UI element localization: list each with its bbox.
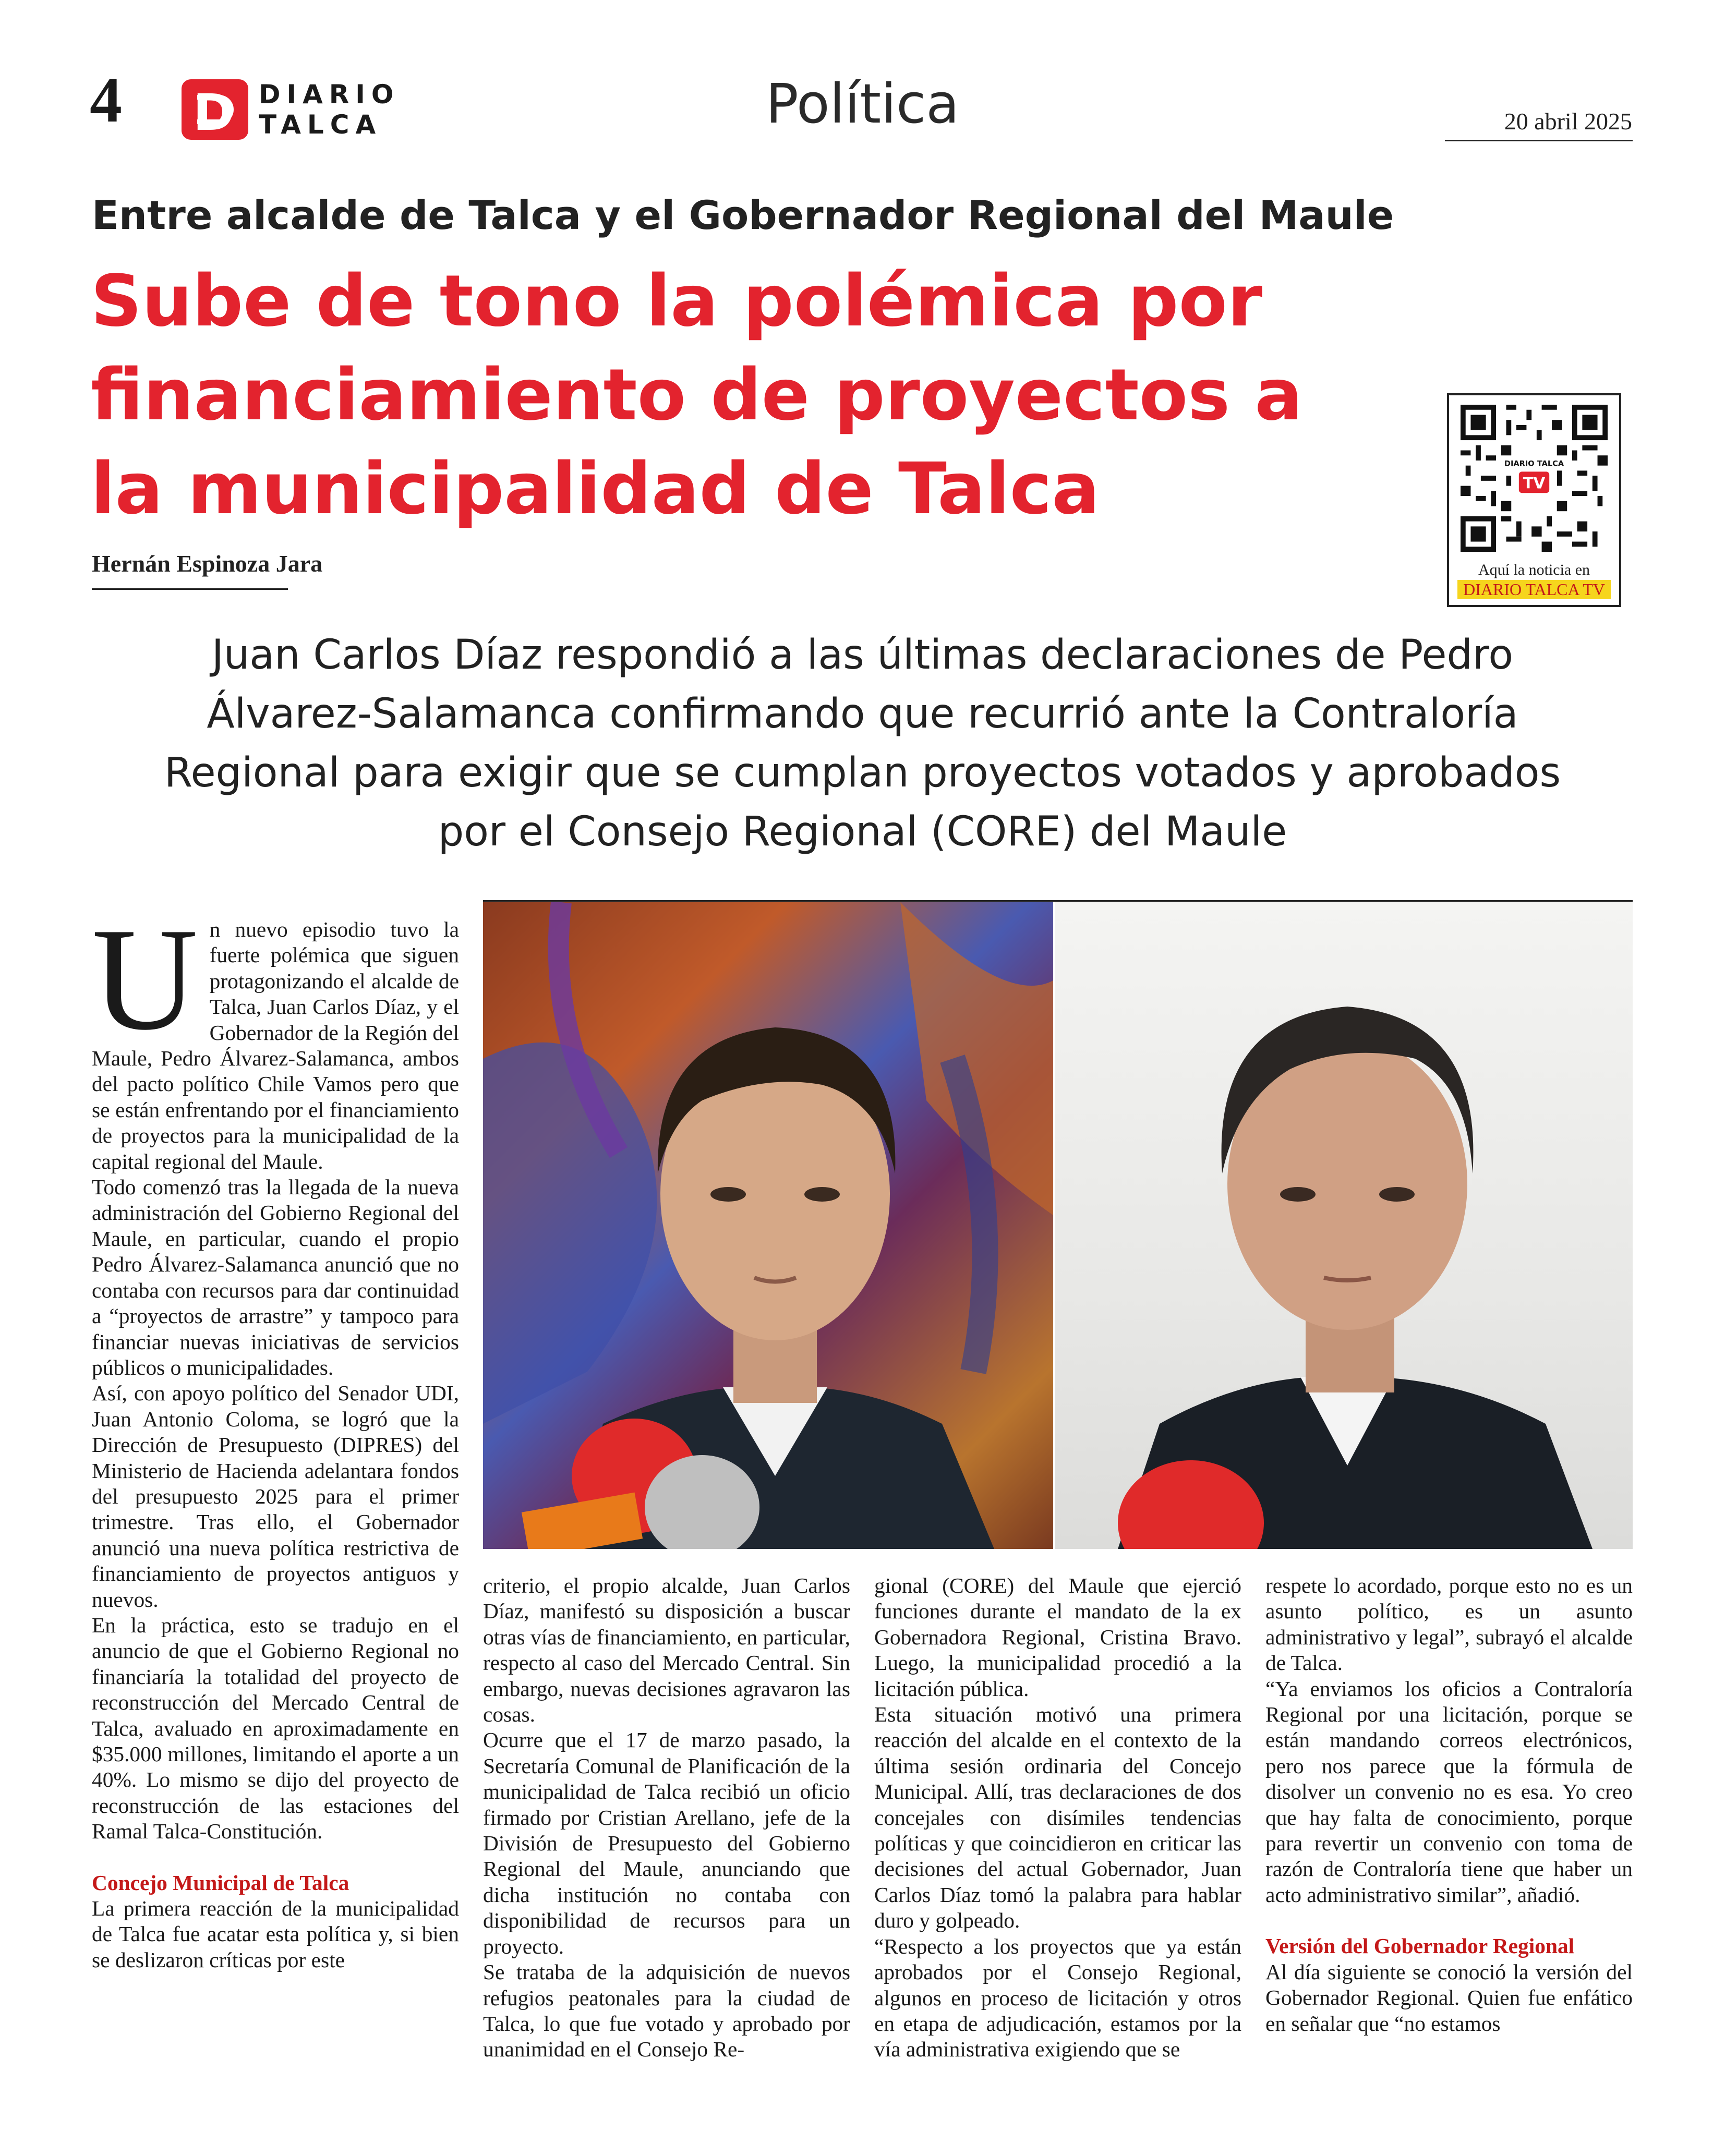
subheading: Versión del Gobernador Regional [1265,1934,1575,1958]
body-column-2 [483,1573,850,2063]
qr-caption-highlight[interactable]: DIARIO TALCA TV [1457,580,1611,599]
body-paragraph: n nuevo episodio tuvo la fuerte polémica que siguen protagonizando el alcalde de Talca, Juan Carlos Díaz, y el Gobernador de la Región del Maule, Pedro Álvarez-Salamanca, ambos del pacto político Chile Vamos pero que se están enfrentando por el financiamiento de proyectos para la municipalidad de la capital regional del Maule. [92,917,459,1173]
body-paragraph: Esta situación motivó una primera reacción del alcalde en el contexto de la última sesión ordinaria del Concejo Municipal. Allí, tras declaraciones de dos concejales con disímiles tendencias políticas y que coincidieron en criticar las decisiones del actual Gobernador, Juan Carlos Díaz tomó la palabra para hablar duro y golpeado. [874,1702,1241,1933]
logo-word-diario: DIARIO [259,79,400,110]
issue-date: 20 abril 2025 [1504,108,1632,135]
body-paragraph: Ocurre que el 17 de marzo pasado, la Secretaría Comunal de Planificación de la municipalidad de Talca recibió un oficio firmado por Cristian Arellano, jefe de la División de Presupuesto del Gobierno Regional del Maule, anunciando que dicha institución no contaba con disponibilidad de recursos para un proyecto. [483,1728,850,1958]
portrait-illustration [483,902,1053,1549]
body-paragraph: gional (CORE) del Maule que ejerció funciones durante el mandato de la ex Gobernadora Regional, Cristina Bravo. Luego, la municipalidad procedió a la licitación pública. [874,1573,1241,1701]
photo-rule [483,900,1633,902]
article-kicker: Entre alcalde de Talca y el Gobernador Regional del Maule [92,192,1394,238]
logo-word-talca: TALCA [259,110,382,140]
qr-caption: Aquí la noticia en [1478,561,1590,578]
body-paragraph: “Respecto a los proyectos que ya están aprobados por el Consejo Regional, algunos en proceso de licitación y otros en etapa de adjudicación, estamos por la vía administrativa exigiendo que se [874,1934,1241,2062]
deck-line: por el Consejo Regional (CORE) del Maule [438,808,1287,855]
photo-governor [483,902,1053,1549]
qr-logo-text: DIARIO TALCA [1504,459,1564,468]
body-column-3 [874,1573,1241,2063]
deck-line: Regional para exigir que se cumplan proyectos votados y aprobados [164,749,1561,796]
body-paragraph: “Ya enviamos los oficios a Contraloría Regional por una licitación, porque se están mandando correos electrónicos, pero nos parece que la fórmula de disolver un convenio no es esa. Yo creo que hay falta de conocimiento, porque para revertir un convenio con toma de razón de Contraloría tiene que haber un acto administrativo similar”, añadió. [1265,1676,1633,1907]
headline-line: Sube de tono la polémica por [91,260,1262,343]
body-column-4 [1265,1573,1633,2037]
body-paragraph: Se trataba de la adquisición de nuevos refugios peatonales para la ciudad de Talca, lo que fue votado y aprobado por unanimidad en el Consejo Re- [483,1960,850,2062]
body-paragraph: Todo comenzó tras la llegada de la nueva administración del Gobierno Regional del Maule, en particular, cuando el propio Pedro Álvarez-Salamanca anunció que no contaba con recursos para dar continuidad a “proyectos de arrastre” y tampoco para financiar nuevas iniciativas de servicios públicos o municipalidades. [92,1175,459,1379]
headline-line: financiamiento de proyectos a [91,354,1303,437]
logo-mark-icon: D [182,79,248,140]
date-rule [1445,140,1633,141]
byline-rule [92,588,288,590]
subheading: Concejo Municipal de Talca [92,1870,349,1895]
photo-mayor [1055,902,1633,1549]
headline-line: la municipalidad de Talca [91,448,1100,530]
body-paragraph: Así, con apoyo político del Senador UDI, Juan Antonio Coloma, se logró que la Dirección de Presupuesto (DIPRES) del Ministerio de Hacienda adelantara fondos del presupuesto 2025 para el primer trimestre. Tras ello, el Gobernador anunció una nueva política restrictiva de financiamiento de proyectos antiguos y nuevos. [92,1381,459,1612]
page-number: 4 [90,64,122,136]
article-deck [104,626,1621,862]
body-paragraph: En la práctica, esto se tradujo en el anuncio de que el Gobierno Regional no financiaría la totalidad del proyecto de reconstrucción del Mercado Central de Talca, avaluado en aproximadamente en $35.000 millones, limitando el aporte a un 40%. Lo mismo se dijo del proyecto de reconstrucción de las estaciones del Ramal Talca-Constitución. [92,1613,459,1844]
article-headline [91,255,1447,536]
body-paragraph: criterio, el propio alcalde, Juan Carlos Díaz, manifestó su disposición a buscar otras vías de financiamiento, en particular, respecto al caso del Mercado Central. Sin embargo, nuevas decisiones agravaron las cosas. [483,1573,850,1727]
qr-code-icon [1461,405,1608,552]
body-paragraph: La primera reacción de la municipalidad de Talca fue acatar esta política y, si bien se deslizaron críticas por este [92,1896,459,1972]
drop-cap: U [92,898,198,1060]
body-paragraph: respete lo acordado, porque esto no es un asunto político, es un asunto administrativo y legal”, subrayó el alcalde de Talca. [1265,1573,1633,1675]
body-column-1 [92,898,459,1973]
body-paragraph: Al día siguiente se conoció la versión del Gobernador Regional. Quien fue enfático en señalar que “no estamos [1265,1959,1633,2036]
portrait-illustration [1055,902,1633,1549]
deck-line: Álvarez-Salamanca confirmando que recurrió ante la Contraloría [207,691,1518,737]
section-title: Política [765,72,959,136]
deck-line: Juan Carlos Díaz respondió a las últimas declaraciones de Pedro [211,632,1514,679]
qr-tv-badge: TV [1523,474,1546,492]
qr-promo-box[interactable] [1447,393,1621,607]
byline: Hernán Espinoza Jara [92,550,323,577]
